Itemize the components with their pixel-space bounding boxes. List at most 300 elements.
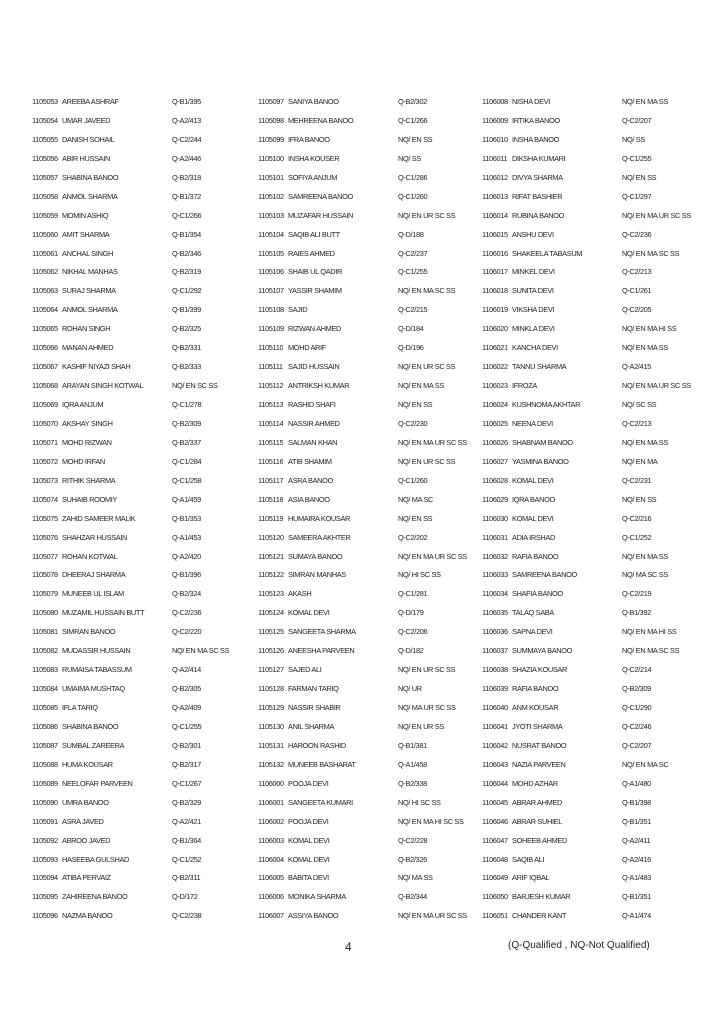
roll-number: 1105117 — [258, 475, 284, 485]
candidate-name: MUZAMIL HUSSAIN BUTT — [62, 608, 145, 618]
table-row — [0, 416, 724, 435]
result-status: Q-A2/446 — [172, 153, 201, 163]
table-row — [0, 302, 724, 321]
roll-number: 1105115 — [258, 437, 284, 447]
roll-number: 1105088 — [32, 759, 58, 769]
candidate-name: SUNITA DEVI — [512, 286, 554, 296]
result-status: NQ/ MA SC — [398, 494, 434, 504]
roll-number: 1105053 — [32, 97, 58, 106]
candidate-name: SURAJ SHARMA — [62, 286, 116, 296]
candidate-name: MOMIN ASHIQ — [62, 210, 109, 220]
candidate-name: AMIT SHARMA — [62, 229, 110, 239]
result-status: Q-B1/351 — [622, 892, 651, 902]
result-status: Q-B1/396 — [172, 570, 201, 580]
roll-number: 1106044 — [482, 778, 508, 788]
roll-number: 1106009 — [482, 115, 508, 125]
result-status: Q-D/184 — [398, 324, 424, 334]
result-status: NQ/ SS — [622, 134, 645, 144]
candidate-name: ARIF IQBAL — [512, 873, 550, 883]
result-status: Q-D/172 — [172, 892, 198, 902]
candidate-name: BARJESH KUMAR — [512, 892, 571, 902]
table-row — [0, 549, 724, 568]
candidate-name: ASIA BANOO — [288, 494, 330, 504]
roll-number: 1105065 — [32, 324, 58, 334]
result-status: NQ/ UR — [398, 684, 422, 694]
result-status: Q-C2/216 — [622, 513, 652, 523]
candidate-name: UMAR JAVEED — [62, 115, 111, 125]
result-status: Q-C2/214 — [622, 665, 652, 675]
result-status: Q-B2/344 — [398, 892, 427, 902]
roll-number: 1105105 — [258, 248, 284, 258]
candidate-name: HUMA KOUSAR — [62, 759, 113, 769]
roll-number: 1106048 — [482, 854, 508, 864]
result-status: Q-A2/409 — [172, 703, 201, 712]
candidate-name: YASMINA BANOO — [512, 456, 569, 466]
candidate-name: SUHAIB ROOMIY — [62, 494, 117, 504]
roll-number: 1105072 — [32, 456, 58, 466]
candidate-name: KASHIF NIYAZI SHAH — [62, 362, 131, 372]
roll-number: 1106017 — [482, 267, 508, 277]
result-status: NQ/ EN MA SC SS — [398, 286, 456, 296]
roll-number: 1105103 — [258, 210, 284, 220]
roll-number: 1105108 — [258, 305, 284, 315]
candidate-name: FARMAN TARIQ — [288, 684, 339, 694]
roll-number: 1105132 — [258, 759, 284, 769]
roll-number: 1106034 — [482, 589, 508, 599]
candidate-name: MANAN AHMED — [62, 343, 114, 353]
result-status: Q-C1/297 — [622, 191, 652, 201]
result-status: NQ/ EN SS — [398, 513, 433, 523]
candidate-name: SHAKEELA TABASUM — [512, 248, 583, 258]
roll-number: 1106001 — [258, 797, 284, 807]
candidate-name: MONIKA SHARMA — [288, 892, 346, 902]
candidate-name: MUZAFAR HUSSAIN — [288, 210, 353, 220]
result-status: NQ/ EN UR SC SS — [398, 362, 456, 372]
candidate-name: RUBINA BANOO — [512, 210, 565, 220]
candidate-name: ANSHU DEVI — [512, 229, 554, 239]
candidate-name: SHABINA BANOO — [62, 721, 119, 731]
candidate-name: RAFIA BANOO — [512, 551, 559, 561]
table-row — [0, 227, 724, 246]
roll-number: 1105080 — [32, 608, 58, 618]
result-status: Q-A2/413 — [172, 115, 201, 125]
candidate-name: SHAFIA BANOO — [512, 589, 563, 599]
result-status: NQ/ EN MA UR SC SS — [398, 437, 467, 447]
roll-number: 1105056 — [32, 153, 58, 163]
table-row — [0, 151, 724, 170]
roll-number: 1105094 — [32, 873, 58, 883]
roll-number: 1105114 — [258, 418, 284, 428]
candidate-name: INSHA KOUSER — [288, 153, 340, 163]
roll-number: 1105092 — [32, 835, 58, 845]
roll-number: 1106003 — [258, 835, 284, 845]
candidate-name: ABROO JAVED — [62, 835, 111, 845]
table-row — [0, 511, 724, 530]
result-status: Q-B1/372 — [172, 191, 201, 201]
roll-number: 1106023 — [482, 381, 508, 391]
result-status: Q-B2/311 — [172, 873, 201, 883]
candidate-name: SIMRAN MANHAS — [288, 570, 346, 580]
roll-number: 1105118 — [258, 494, 284, 504]
result-status: Q-C1/260 — [398, 475, 428, 485]
candidate-name: SAJID HUSSAIN — [288, 362, 340, 372]
roll-number: 1106022 — [482, 362, 508, 372]
result-status: Q-B2/346 — [172, 248, 201, 258]
candidate-name: AKASH — [288, 589, 312, 599]
table-row — [0, 738, 724, 757]
candidate-name: TANNU SHARMA — [512, 362, 567, 372]
roll-number: 1106035 — [482, 608, 508, 618]
roll-number: 1105104 — [258, 229, 284, 239]
roll-number: 1105074 — [32, 494, 58, 504]
roll-number: 1106045 — [482, 797, 508, 807]
result-status: Q-A1/459 — [172, 494, 201, 504]
candidate-name: IFRA BANOO — [288, 134, 330, 144]
candidate-name: ZAHID SAMEER MALIK — [62, 513, 136, 523]
candidate-name: AKSHAY SINGH — [62, 418, 113, 428]
result-status: Q-B1/399 — [172, 305, 201, 315]
roll-number: 1105090 — [32, 797, 58, 807]
candidate-name: UMRA BANOO — [62, 797, 109, 807]
result-status: Q-A2/411 — [622, 835, 651, 845]
roll-number: 1105070 — [32, 418, 58, 428]
result-status: Q-C2/205 — [622, 305, 652, 315]
result-status: NQ/ SC SS — [622, 400, 657, 409]
roll-number: 1106036 — [482, 627, 508, 637]
roll-number: 1106008 — [482, 97, 508, 106]
result-status: NQ/ EN MA SS — [622, 437, 668, 447]
result-status: Q-B2/325 — [172, 324, 201, 334]
candidate-name: SUMMAYA BANOO — [512, 646, 573, 656]
candidate-name: ANMOL SHARMA — [62, 191, 118, 201]
roll-number: 1106033 — [482, 570, 508, 580]
result-status: Q-C2/207 — [622, 115, 652, 125]
roll-number: 1106006 — [258, 892, 284, 902]
roll-number: 1105112 — [258, 381, 284, 391]
roll-number: 1105087 — [32, 740, 58, 750]
result-status: Q-C2/206 — [398, 627, 428, 637]
result-status: Q-B2/302 — [398, 97, 427, 106]
roll-number: 1105122 — [258, 570, 284, 580]
roll-number: 1106013 — [482, 191, 508, 201]
candidate-name: SOHEEB AHMED — [512, 835, 567, 845]
result-status: Q-C2/228 — [398, 835, 428, 845]
roll-number: 1105063 — [32, 286, 58, 296]
status-legend: (Q-Qualified , NQ-Not Qualified) — [508, 940, 650, 951]
result-status: NQ/ EN MA UR SC SS — [398, 551, 467, 561]
candidate-name: RIFAT BASHIER — [512, 191, 563, 201]
roll-number: 1105116 — [258, 456, 284, 466]
roll-number: 1105086 — [32, 721, 58, 731]
result-status: Q-C2/237 — [398, 248, 428, 258]
result-status: Q-C1/267 — [172, 778, 202, 788]
roll-number: 1106051 — [482, 911, 508, 921]
result-status: Q-A2/421 — [172, 816, 201, 826]
table-row — [0, 852, 724, 871]
roll-number: 1106002 — [258, 816, 284, 826]
result-status: Q-B2/305 — [172, 684, 201, 694]
result-status: Q-C1/261 — [622, 286, 652, 296]
candidate-name: MOHD ARIF — [288, 343, 326, 353]
candidate-name: INSHA BANOO — [512, 134, 560, 144]
candidate-name: AREEBA ASHRAF — [62, 97, 119, 106]
candidate-name: KOMAL DEVI — [288, 835, 330, 845]
candidate-name: ASRA BANOO — [288, 475, 333, 485]
roll-number: 1105082 — [32, 646, 58, 656]
result-status: NQ/ MA SC SS — [622, 570, 668, 580]
table-row — [0, 643, 724, 662]
candidate-name: SAQIB ALI BUTT — [288, 229, 340, 239]
candidate-name: HUMAIRA KOUSAR — [288, 513, 351, 523]
roll-number: 1105110 — [258, 343, 284, 353]
table-row — [0, 208, 724, 227]
result-status: NQ/ EN UR SC SS — [398, 210, 456, 220]
roll-number: 1105101 — [258, 172, 284, 182]
candidate-name: MUNEEB UL ISLAM — [62, 589, 124, 599]
candidate-name: ATIB SHAMIM — [288, 456, 332, 466]
roll-number: 1106020 — [482, 324, 508, 334]
table-row — [0, 700, 724, 719]
roll-number: 1105067 — [32, 362, 58, 372]
roll-number: 1105125 — [258, 627, 284, 637]
result-status: NQ/ EN MA UR SC SS — [622, 210, 691, 220]
roll-number: 1105109 — [258, 324, 284, 334]
candidate-name: ANMOL SHARMA — [62, 305, 118, 315]
result-status: Q-C2/238 — [172, 911, 202, 921]
result-status: NQ/ EN SS — [622, 172, 657, 182]
page-number: 4 — [345, 940, 352, 954]
result-status: Q-A1/474 — [622, 911, 651, 921]
candidate-name: ROHAN KOTWAL — [62, 551, 118, 561]
roll-number: 1106000 — [258, 778, 284, 788]
result-status: NQ/ EN MA SS — [398, 381, 444, 391]
candidate-name: NEELOFAR PARVEEN — [62, 778, 133, 788]
table-row — [0, 795, 724, 814]
result-status: NQ/ EN MA SC SS — [172, 646, 230, 656]
roll-number: 1105060 — [32, 229, 58, 239]
roll-number: 1105078 — [32, 570, 58, 580]
result-status: NQ/ EN UR SC SS — [398, 665, 456, 675]
table-row — [0, 567, 724, 586]
result-status: Q-B1/354 — [172, 229, 201, 239]
candidate-name: TALAQ SABA — [512, 608, 554, 618]
candidate-name: KOMAL DEVI — [288, 608, 330, 618]
roll-number: 1106021 — [482, 343, 508, 353]
candidate-name: ANEESHA PARVEEN — [288, 646, 355, 656]
roll-number: 1106014 — [482, 210, 508, 220]
result-status: NQ/ EN MA SC — [622, 759, 669, 769]
candidate-name: IQRA ANJUM — [62, 400, 104, 409]
result-status: Q-D/179 — [398, 608, 424, 618]
roll-number: 1105102 — [258, 191, 284, 201]
result-status: NQ/ EN MA SC SS — [622, 248, 680, 258]
result-status: Q-B2/318 — [172, 172, 201, 182]
result-status: NQ/ EN UR SS — [398, 721, 444, 731]
result-status: NQ/ HI SC SS — [398, 797, 441, 807]
roll-number: 1106018 — [482, 286, 508, 296]
result-status: Q-B2/333 — [172, 362, 201, 372]
roll-number: 1106032 — [482, 551, 508, 561]
candidate-name: NUSRAT BANOO — [512, 740, 567, 750]
candidate-name: MUNEEB BASHARAT — [288, 759, 356, 769]
table-row — [0, 624, 724, 643]
candidate-name: ASRA JAVED — [62, 816, 104, 826]
result-status: NQ/ EN SS — [622, 494, 657, 504]
candidate-name: ZAHIREENA BANOO — [62, 892, 128, 902]
result-status: Q-C2/202 — [398, 532, 428, 542]
candidate-name: MOHD AZHAR — [512, 778, 558, 788]
candidate-name: RAFIA BANOO — [512, 684, 559, 694]
result-status: Q-B1/392 — [622, 608, 651, 618]
result-status: Q-C1/266 — [172, 210, 202, 220]
candidate-name: NIKHAL MANHAS — [62, 267, 118, 277]
roll-number: 1105131 — [258, 740, 284, 750]
roll-number: 1105107 — [258, 286, 284, 296]
candidate-name: POOJA DEVI — [288, 816, 329, 826]
roll-number: 1105098 — [258, 115, 284, 125]
roll-number: 1106040 — [482, 703, 508, 712]
candidate-name: ANCHAL SINGH — [62, 248, 113, 258]
roll-number: 1105073 — [32, 475, 58, 485]
candidate-name: YASSIR SHAMIM — [288, 286, 342, 296]
candidate-name: RAIES AHMED — [288, 248, 335, 258]
roll-number: 1106004 — [258, 854, 284, 864]
candidate-name: RIZWAN AHMED — [288, 324, 342, 334]
table-row — [0, 833, 724, 852]
candidate-name: RUMAISA TABASSUM — [62, 665, 132, 675]
roll-number: 1105081 — [32, 627, 58, 637]
candidate-name: ABRAR SUHIEL — [512, 816, 563, 826]
result-status: Q-C2/215 — [398, 305, 428, 315]
result-status: Q-A1/458 — [398, 759, 427, 769]
candidate-name: RASHID SHAFI — [288, 400, 336, 409]
result-status: Q-C2/236 — [622, 229, 652, 239]
result-status: Q-C2/220 — [172, 627, 202, 637]
roll-number: 1105085 — [32, 703, 58, 712]
result-status: Q-C2/213 — [622, 267, 652, 277]
candidate-name: MINKEL DEVI — [512, 267, 555, 277]
result-status: Q-C1/281 — [398, 589, 428, 599]
candidate-name: KOMAL DEVI — [512, 475, 554, 485]
candidate-name: SAJED ALI — [288, 665, 322, 675]
candidate-name: ANM KOUSAR — [512, 703, 559, 712]
table-row — [0, 605, 724, 624]
roll-number: 1106041 — [482, 721, 508, 731]
result-status: Q-B1/381 — [398, 740, 427, 750]
result-status: Q-C1/252 — [622, 532, 652, 542]
candidate-name: BABITA DEVI — [288, 873, 329, 883]
table-row — [0, 586, 724, 605]
table-row — [0, 435, 724, 454]
candidate-name: IFLA TARIQ — [62, 703, 98, 712]
result-status: Q-B2/317 — [172, 759, 201, 769]
candidate-name: NAZMA BANOO — [62, 911, 113, 921]
result-status: Q-B1/351 — [622, 816, 651, 826]
candidate-name: MUDASSIR HUSSAIN — [62, 646, 131, 656]
roll-number: 1105100 — [258, 153, 284, 163]
result-status: Q-B2/324 — [172, 589, 201, 599]
candidate-name: MEHREENA BANOO — [288, 115, 354, 125]
table-row — [0, 889, 724, 908]
candidate-name: NAZIA PARVEEN — [512, 759, 566, 769]
roll-number: 1106047 — [482, 835, 508, 845]
roll-number: 1106010 — [482, 134, 508, 144]
candidate-name: SAPNA DEVI — [512, 627, 553, 637]
roll-number: 1105119 — [258, 513, 284, 523]
roll-number: 1105071 — [32, 437, 58, 447]
candidate-name: SHAHZAR HUSSAIN — [62, 532, 127, 542]
roll-number: 1106025 — [482, 418, 508, 428]
result-status: Q-B2/309 — [622, 684, 651, 694]
roll-number: 1105130 — [258, 721, 284, 731]
table-row — [0, 132, 724, 151]
table-row — [0, 908, 724, 927]
result-status: NQ/ EN MA SC SS — [622, 646, 680, 656]
candidate-name: SAMEERA AKHTER — [288, 532, 351, 542]
candidate-name: SOFIYA ANJUM — [288, 172, 338, 182]
result-status: Q-C2/244 — [172, 134, 202, 144]
roll-number: 1106043 — [482, 759, 508, 769]
roll-number: 1105077 — [32, 551, 58, 561]
candidate-name: KOMAL DEVI — [288, 854, 330, 864]
candidate-name: ABIR HUSSAIN — [62, 153, 110, 163]
table-row — [0, 870, 724, 889]
result-status: Q-A2/414 — [172, 665, 201, 675]
table-row — [0, 776, 724, 795]
candidate-name: HASEEBA GULSHAD — [62, 854, 130, 864]
roll-number: 1106011 — [482, 153, 508, 163]
candidate-name: SAQIB ALI — [512, 854, 545, 864]
result-status: NQ/ EN SS — [398, 134, 433, 144]
result-status: NQ/ HI SC SS — [398, 570, 441, 580]
roll-number: 1105106 — [258, 267, 284, 277]
candidate-name: JYOTI SHARMA — [512, 721, 563, 731]
roll-number: 1105057 — [32, 172, 58, 182]
roll-number: 1105089 — [32, 778, 58, 788]
roll-number: 1105093 — [32, 854, 58, 864]
candidate-name: IQRA BANOO — [512, 494, 555, 504]
roll-number: 1106046 — [482, 816, 508, 826]
candidate-name: MOHD IRFAN — [62, 456, 105, 466]
candidate-name: SAMREENA BANOO — [288, 191, 353, 201]
result-status: Q-B1/364 — [172, 835, 201, 845]
result-status: Q-B2/326 — [398, 854, 427, 864]
result-status: NQ/ SS — [398, 153, 421, 163]
roll-number: 1105099 — [258, 134, 284, 144]
table-row — [0, 321, 724, 340]
results-listing — [0, 94, 724, 927]
table-row — [0, 170, 724, 189]
candidate-name: ARAYAN SINGH KOTWAL — [62, 381, 144, 391]
roll-number: 1105127 — [258, 665, 284, 675]
candidate-name: DANISH SOHAIL — [62, 134, 115, 144]
candidate-name: SUMAYA BANOO — [288, 551, 343, 561]
result-status: NQ/ EN MA SS — [622, 97, 668, 106]
result-status: Q-B2/337 — [172, 437, 201, 447]
result-status: Q-C2/207 — [622, 740, 652, 750]
result-status: Q-C1/258 — [172, 475, 202, 485]
roll-number: 1105062 — [32, 267, 58, 277]
roll-number: 1106039 — [482, 684, 508, 694]
roll-number: 1105083 — [32, 665, 58, 675]
candidate-name: NASSIR AHMED — [288, 418, 340, 428]
result-status: Q-C2/219 — [622, 589, 652, 599]
candidate-name: UMAIMA MUSHTAQ — [62, 684, 125, 694]
result-status: Q-B1/395 — [172, 97, 201, 106]
result-status: NQ/ EN MA HI SS — [622, 627, 677, 637]
result-status: Q-B2/338 — [398, 778, 427, 788]
result-status: NQ/ EN UR SC SS — [398, 456, 456, 466]
